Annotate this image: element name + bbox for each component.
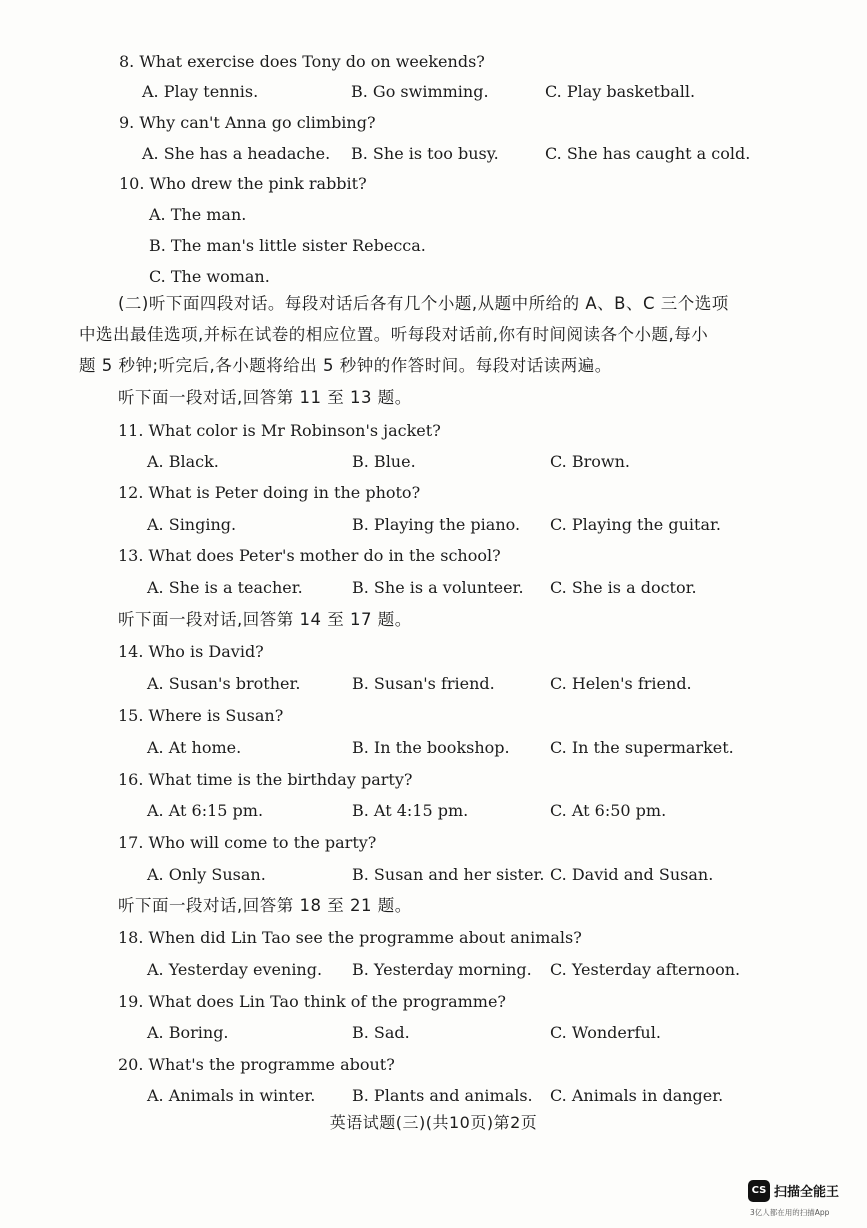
- prompt-11-13: 听下面一段对话,回答第 11 至 13 题。: [118, 388, 412, 407]
- question-20: 20. What's the programme about?: [118, 1055, 395, 1074]
- camscanner-logo-icon: CS: [748, 1180, 770, 1202]
- q19-option-b: B. Sad.: [352, 1023, 410, 1042]
- q15-option-c: C. In the supermarket.: [550, 738, 734, 757]
- watermark-title: 扫描全能王: [774, 1185, 840, 1200]
- q13-option-c: C. She is a doctor.: [550, 578, 697, 597]
- q15-option-b: B. In the bookshop.: [352, 738, 510, 757]
- q19-option-c: C. Wonderful.: [550, 1023, 661, 1042]
- q17-option-c: C. David and Susan.: [550, 865, 714, 884]
- q11-option-b: B. Blue.: [352, 452, 416, 471]
- q20-option-b: B. Plants and animals.: [352, 1086, 533, 1105]
- q9-option-a: A. She has a headache.: [142, 144, 331, 163]
- q19-option-a: A. Boring.: [147, 1023, 229, 1042]
- q14-option-b: B. Susan's friend.: [352, 674, 495, 693]
- q9-option-b: B. She is too busy.: [351, 144, 499, 163]
- question-19: 19. What does Lin Tao think of the programme?: [118, 992, 507, 1011]
- section-2-instructions-line1: (二)听下面四段对话。每段对话后各有几个小题,从题中所给的 A、B、C 三个选项: [118, 294, 729, 313]
- question-12: 12. What is Peter doing in the photo?: [118, 483, 421, 502]
- question-8: 8. What exercise does Tony do on weekends?: [119, 52, 485, 71]
- question-18: 18. When did Lin Tao see the programme about animals?: [118, 928, 582, 947]
- q20-option-c: C. Animals in danger.: [550, 1086, 724, 1105]
- q18-option-c: C. Yesterday afternoon.: [550, 960, 741, 979]
- q11-option-a: A. Black.: [147, 452, 219, 471]
- q11-option-c: C. Brown.: [550, 452, 630, 471]
- question-13: 13. What does Peter's mother do in the school?: [118, 546, 501, 565]
- question-17: 17. Who will come to the party?: [118, 833, 377, 852]
- q12-option-c: C. Playing the guitar.: [550, 515, 721, 534]
- q12-option-a: A. Singing.: [147, 515, 237, 534]
- q15-option-a: A. At home.: [147, 738, 242, 757]
- q20-option-a: A. Animals in winter.: [147, 1086, 316, 1105]
- q14-option-a: A. Susan's brother.: [147, 674, 301, 693]
- q8-option-c: C. Play basketball.: [545, 82, 696, 101]
- question-16: 16. What time is the birthday party?: [118, 770, 413, 789]
- q8-option-a: A. Play tennis.: [142, 82, 259, 101]
- question-10: 10. Who drew the pink rabbit?: [119, 174, 367, 193]
- q13-option-a: A. She is a teacher.: [147, 578, 303, 597]
- q17-option-b: B. Susan and her sister.: [352, 865, 545, 884]
- watermark-subtitle: 3亿人都在用的扫描App: [750, 1208, 830, 1217]
- section-2-instructions-line2: 中选出最佳选项,并标在试卷的相应位置。听每段对话前,你有时间阅读各个小题,每小: [79, 325, 709, 344]
- q18-option-b: B. Yesterday morning.: [352, 960, 532, 979]
- page-footer: 英语试题(三)(共10页)第2页: [329, 1113, 538, 1132]
- q13-option-b: B. She is a volunteer.: [352, 578, 524, 597]
- q16-option-a: A. At 6:15 pm.: [147, 801, 264, 820]
- question-11: 11. What color is Mr Robinson's jacket?: [118, 421, 441, 440]
- q9-option-c: C. She has caught a cold.: [545, 144, 751, 163]
- q10-option-a: A. The man.: [149, 205, 247, 224]
- question-9: 9. Why can't Anna go climbing?: [119, 113, 376, 132]
- question-14: 14. Who is David?: [118, 642, 264, 661]
- q12-option-b: B. Playing the piano.: [352, 515, 521, 534]
- scanner-watermark: [748, 1180, 863, 1224]
- q17-option-a: A. Only Susan.: [147, 865, 266, 884]
- question-15: 15. Where is Susan?: [118, 706, 284, 725]
- q18-option-a: A. Yesterday evening.: [147, 960, 323, 979]
- prompt-18-21: 听下面一段对话,回答第 18 至 21 题。: [118, 896, 412, 915]
- q16-option-b: B. At 4:15 pm.: [352, 801, 469, 820]
- q14-option-c: C. Helen's friend.: [550, 674, 692, 693]
- q8-option-b: B. Go swimming.: [351, 82, 489, 101]
- prompt-14-17: 听下面一段对话,回答第 14 至 17 题。: [118, 610, 412, 629]
- q10-option-b: B. The man's little sister Rebecca.: [149, 236, 426, 255]
- q16-option-c: C. At 6:50 pm.: [550, 801, 667, 820]
- q10-option-c: C. The woman.: [149, 267, 270, 286]
- section-2-instructions-line3: 题 5 秒钟;听完后,各小题将给出 5 秒钟的作答时间。每段对话读两遍。: [79, 356, 612, 375]
